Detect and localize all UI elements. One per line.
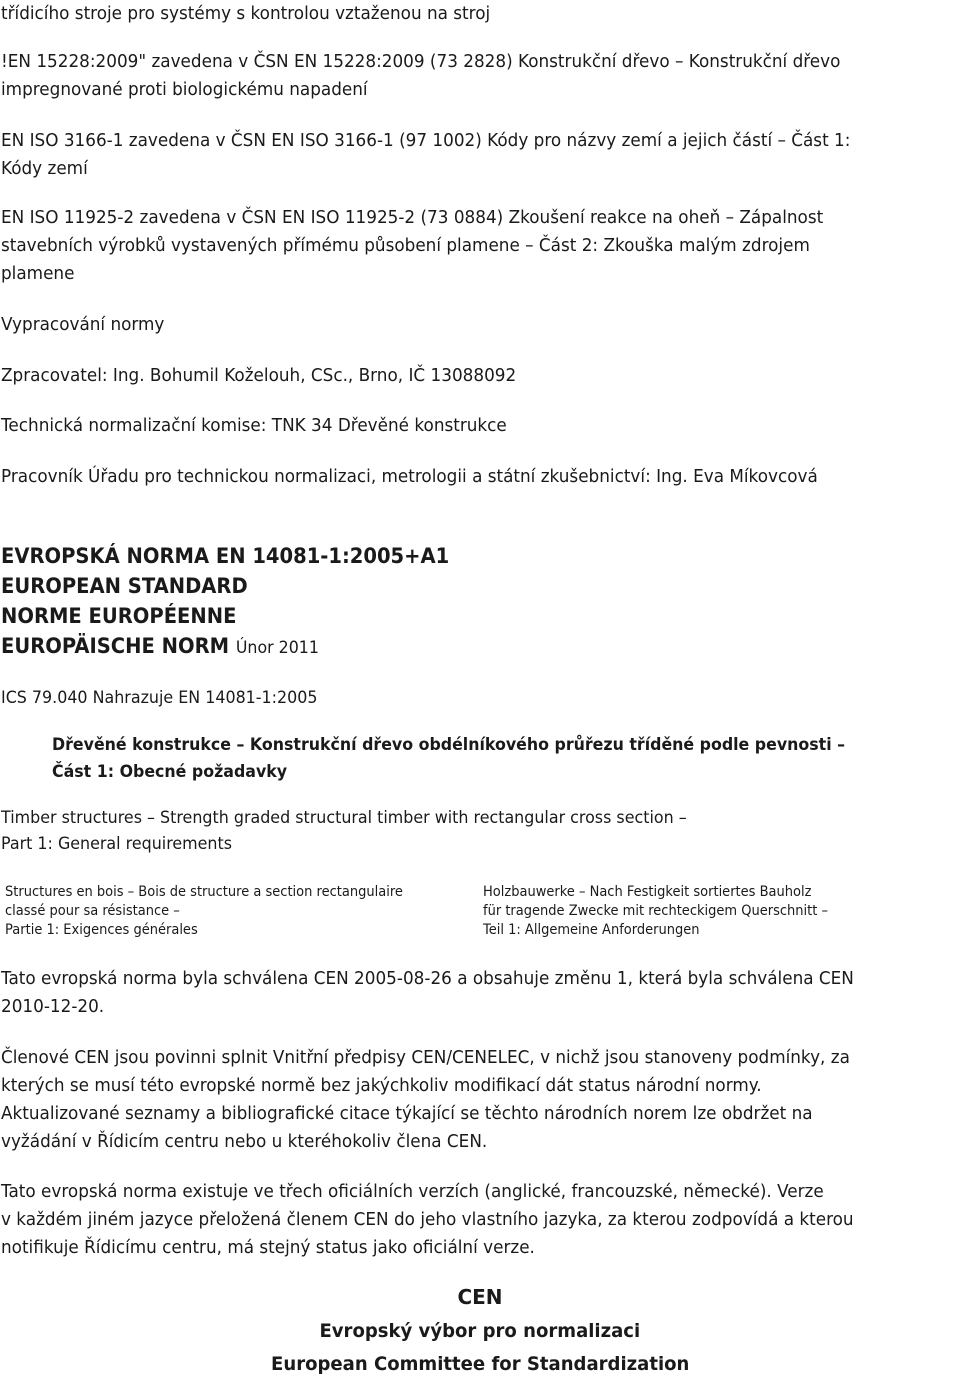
standard-title-en: EUROPEAN STANDARD	[1, 574, 248, 598]
standard-title-de-row	[1, 631, 319, 663]
english-title: Timber structures – Strength graded structural timber with rectangular cross section – Part 1: General requirements	[1, 808, 687, 854]
approval-paragraph: Tato evropská norma byla schválena CEN 2005-08-26 a obsahuje změnu 1, která byla schválena CEN 2010-12-20.	[1, 968, 854, 1017]
german-title: Holzbauwerke – Nach Festigkeit sortiertes Bauholz für tragende Zwecke mit rechteckigem Querschnitt – Teil 1: Allgemeine Anforderungen	[483, 884, 829, 938]
cen-czech-name: Evropský výbor pro normalizaci	[319, 1320, 641, 1342]
standard-title-cs: EVROPSKÁ NORMA EN 14081-1:2005+A1	[1, 544, 450, 568]
heading-vypracovani: Vypracování normy	[1, 314, 165, 335]
reference-line: stavebních výrobků vystavených přímému působení plamene – Část 2: Zkouška malým zdrojem	[1, 235, 810, 256]
reference-line: EN ISO 3166-1 zavedena v ČSN EN ISO 3166-1 (97 1002) Kódy pro názvy zemí a jejich částí – Část 1:	[1, 130, 851, 151]
technical-committee: Technická normalizační komise: TNK 34 Dřevěné konstrukce	[1, 415, 507, 436]
reference-line: EN ISO 11925-2 zavedena v ČSN EN ISO 11925-2 (73 0884) Zkoušení reakce na oheň – Zápalnost	[1, 207, 824, 228]
reference-line: plamene	[1, 263, 75, 284]
reference-line: impregnované proti biologickému napadení	[1, 79, 368, 100]
french-title: Structures en bois – Bois de structure a section rectangulaire classé pour sa résistance – Partie 1: Exigences générales	[5, 884, 403, 938]
czech-title: Dřevěné konstrukce – Konstrukční dřevo obdélníkového průřezu tříděné podle pevnosti – Část 1: Obecné požadavky	[52, 735, 846, 782]
standard-title-de: EUROPÄISCHE NORM	[1, 634, 230, 658]
zpracovatel: Zpracovatel: Ing. Bohumil Koželouh, CSc., Brno, IČ 13088092	[1, 365, 517, 386]
standard-title-fr: NORME EUROPÉENNE	[1, 604, 237, 628]
reference-iso-3166	[1, 127, 909, 183]
reference-iso-11925	[1, 204, 880, 288]
versions-paragraph: Tato evropská norma existuje ve třech oficiálních verzích (anglické, francouzské, německé). Verze v každém jiném jazyce přeložená členem CEN do jeho vlastního jazyka, za kterou zodpovídá a kterou notifikuje Řídicímu centru, má stejný status jako oficiální verze.	[1, 1181, 854, 1258]
continued-text-line: třídicího stroje pro systémy s kontrolou vztaženou na stroj	[1, 3, 491, 24]
standard-title-block	[1, 541, 483, 663]
reference-line: Kódy zemí	[1, 158, 88, 179]
standard-date: Únor 2011	[235, 638, 319, 658]
reference-line: !EN 15228:2009" zavedena v ČSN EN 15228:2009 (73 2828) Konstrukční dřevo – Konstrukční dřevo	[1, 51, 841, 72]
cen-english-name: European Committee for Standardization	[270, 1353, 690, 1375]
office-officer: Pracovník Úřadu pro technickou normalizaci, metrologii a státní zkušebnictví: Ing. Eva Míkovcová	[1, 466, 818, 487]
ics-line: ICS 79.040 Nahrazuje EN 14081-1:2005	[1, 688, 318, 708]
cen-heading: CEN	[457, 1285, 503, 1309]
members-paragraph: Členové CEN jsou povinni splnit Vnitřní předpisy CEN/CENELEC, v nichž jsou stanoveny podmínky, za kterých se musí této evropské normě bez jakýchkoliv modifikací dát status národní normy. Aktualizované seznamy a bibliografické citace týkající se těchto národních norem lze obdržet na vyžádání v Řídicím centru nebo u kteréhokoliv člena CEN.	[1, 1047, 850, 1152]
reference-en-15228	[1, 48, 899, 104]
